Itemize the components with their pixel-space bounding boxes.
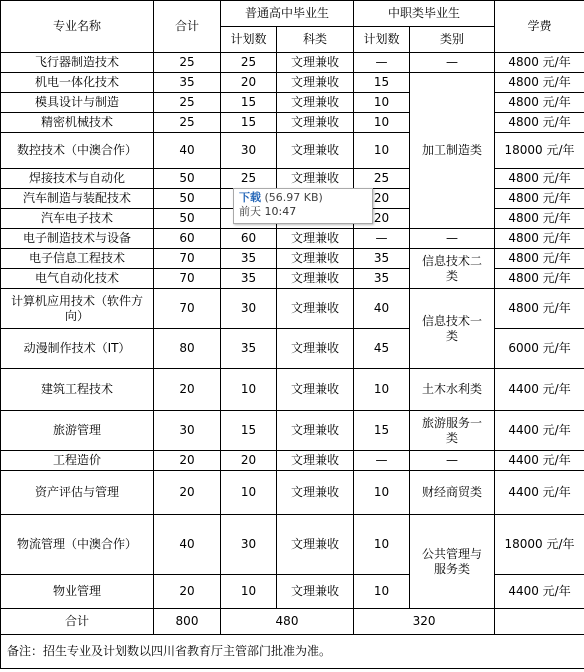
voc-plan-cell: 25 xyxy=(354,169,410,189)
total-cell: 25 xyxy=(154,93,221,113)
subject-cell: 文理兼收 xyxy=(277,249,354,269)
subject-cell: 文理兼收 xyxy=(277,169,354,189)
tuition-cell: 4800 元/年 xyxy=(495,269,584,289)
total-cell: 80 xyxy=(154,329,221,369)
major-name: 旅游管理 xyxy=(1,411,154,451)
hs-plan-cell: 30 xyxy=(221,133,277,169)
voc-plan-cell: — xyxy=(354,451,410,471)
hs-plan-cell: 15 xyxy=(221,113,277,133)
hs-plan-cell: 20 xyxy=(221,73,277,93)
major-name: 机电一体化技术 xyxy=(1,73,154,93)
voc-plan-cell: — xyxy=(354,53,410,73)
total-cell: 35 xyxy=(154,73,221,93)
header-major: 专业名称 xyxy=(1,1,154,53)
total-cell: 70 xyxy=(154,269,221,289)
subject-cell: 文理兼收 xyxy=(277,93,354,113)
table-row xyxy=(1,53,584,73)
category-cell: 土木水利类 xyxy=(410,369,495,411)
category-cell: — xyxy=(410,451,495,471)
total-cell: 40 xyxy=(154,133,221,169)
total-cell: 50 xyxy=(154,209,221,229)
subject-cell: 文理兼收 xyxy=(277,329,354,369)
major-name: 物业管理 xyxy=(1,575,154,609)
major-name: 电气自动化技术 xyxy=(1,269,154,289)
subject-cell: 文理兼收 xyxy=(277,471,354,515)
major-name: 汽车制造与装配技术 xyxy=(1,189,154,209)
major-name: 汽车电子技术 xyxy=(1,209,154,229)
voc-plan-cell: 15 xyxy=(354,411,410,451)
total-cell: 70 xyxy=(154,289,221,329)
voc-plan-cell: 35 xyxy=(354,249,410,269)
table-row xyxy=(1,133,584,169)
voc-plan-cell: 10 xyxy=(354,369,410,411)
category-cell: 财经商贸类 xyxy=(410,471,495,515)
category-cell: 信息技术二类 xyxy=(410,249,495,289)
voc-plan-cell: 40 xyxy=(354,289,410,329)
voc-plan-cell: 10 xyxy=(354,471,410,515)
tuition-cell: 18000 元/年 xyxy=(495,515,584,575)
hs-plan-cell: 25 xyxy=(221,169,277,189)
hs-plan-cell: 30 xyxy=(221,289,277,329)
total-cell: 30 xyxy=(154,411,221,451)
download-tooltip[interactable] xyxy=(233,188,373,224)
tuition-cell: 18000 元/年 xyxy=(495,133,584,169)
category-cell: — xyxy=(410,229,495,249)
header-tuition: 学费 xyxy=(495,1,584,53)
total-cell: 20 xyxy=(154,369,221,411)
table-row xyxy=(1,471,584,515)
total-cell: 20 xyxy=(154,471,221,515)
header-high-school: 普通高中毕业生 xyxy=(221,1,354,27)
major-name: 焊接技术与自动化 xyxy=(1,169,154,189)
total-cell: 40 xyxy=(154,515,221,575)
hs-plan-cell: 10 xyxy=(221,575,277,609)
hs-plan-cell: 20 xyxy=(221,451,277,471)
hs-plan-cell: 10 xyxy=(221,369,277,411)
subject-cell: 文理兼收 xyxy=(277,515,354,575)
tuition-cell: 4800 元/年 xyxy=(495,93,584,113)
subject-cell: 文理兼收 xyxy=(277,113,354,133)
table-row xyxy=(1,411,584,451)
subject-cell: 文理兼收 xyxy=(277,53,354,73)
subject-cell: 文理兼收 xyxy=(277,269,354,289)
table-row xyxy=(1,575,584,609)
hs-plan-cell: 15 xyxy=(221,93,277,113)
voc-plan-cell: 10 xyxy=(354,133,410,169)
subject-cell: 文理兼收 xyxy=(277,133,354,169)
hs-plan-cell: 30 xyxy=(221,515,277,575)
table-row xyxy=(1,229,584,249)
header-subject: 科类 xyxy=(277,27,354,53)
major-name: 工程造价 xyxy=(1,451,154,471)
tuition-cell: 4400 元/年 xyxy=(495,369,584,411)
voc-plan-cell: 20 xyxy=(354,209,410,229)
table-row xyxy=(1,249,584,269)
table-row xyxy=(1,369,584,411)
download-link[interactable]: 下载 xyxy=(239,191,261,204)
total-cell: 50 xyxy=(154,169,221,189)
major-name: 动漫制作技术（IT） xyxy=(1,329,154,369)
category-cell: — xyxy=(410,53,495,73)
tuition-cell: 4800 元/年 xyxy=(495,53,584,73)
voc-plan-cell: 20 xyxy=(354,189,410,209)
hs-plan-cell: 35 xyxy=(221,269,277,289)
header-total: 合计 xyxy=(154,1,221,53)
totals-tuition xyxy=(495,609,584,635)
tuition-cell: 4800 元/年 xyxy=(495,229,584,249)
voc-plan-cell: 10 xyxy=(354,113,410,133)
subject-cell: 文理兼收 xyxy=(277,451,354,471)
major-name: 电子信息工程技术 xyxy=(1,249,154,269)
major-name: 物流管理（中澳合作） xyxy=(1,515,154,575)
note-row xyxy=(1,635,584,669)
tuition-cell: 6000 元/年 xyxy=(495,329,584,369)
major-name: 计算机应用技术（软件方向） xyxy=(1,289,154,329)
voc-plan-cell: 10 xyxy=(354,93,410,113)
totals-label: 合计 xyxy=(1,609,154,635)
tuition-cell: 4800 元/年 xyxy=(495,209,584,229)
hs-plan-cell: 15 xyxy=(221,411,277,451)
voc-plan-cell: 10 xyxy=(354,515,410,575)
subject-cell: 文理兼收 xyxy=(277,229,354,249)
category-cell: 公共管理与服务类 xyxy=(410,515,495,609)
totals-hs: 480 xyxy=(221,609,354,635)
major-name: 精密机械技术 xyxy=(1,113,154,133)
total-cell: 70 xyxy=(154,249,221,269)
header-vocational: 中职类毕业生 xyxy=(354,1,495,27)
subject-cell: 文理兼收 xyxy=(277,575,354,609)
subject-cell: 文理兼收 xyxy=(277,289,354,329)
voc-plan-cell: 10 xyxy=(354,575,410,609)
category-cell: 信息技术一类 xyxy=(410,289,495,369)
major-name: 资产评估与管理 xyxy=(1,471,154,515)
download-time: 前天 10:47 xyxy=(239,205,297,218)
voc-plan-cell: 45 xyxy=(354,329,410,369)
hs-plan-cell: 60 xyxy=(221,229,277,249)
table-row xyxy=(1,269,584,289)
category-cell: 加工制造类 xyxy=(410,73,495,229)
tuition-cell: 4800 元/年 xyxy=(495,113,584,133)
hs-plan-cell: 25 xyxy=(221,53,277,73)
table-row xyxy=(1,169,584,189)
table-row xyxy=(1,329,584,369)
tuition-cell: 4800 元/年 xyxy=(495,289,584,329)
total-cell: 20 xyxy=(154,451,221,471)
table-row xyxy=(1,451,584,471)
major-name: 电子制造技术与设备 xyxy=(1,229,154,249)
subject-cell: 文理兼收 xyxy=(277,369,354,411)
file-size: (56.97 KB) xyxy=(264,191,323,204)
tuition-cell: 4400 元/年 xyxy=(495,575,584,609)
voc-plan-cell: 15 xyxy=(354,73,410,93)
hs-plan-cell: 35 xyxy=(221,249,277,269)
tuition-cell: 4800 元/年 xyxy=(495,73,584,93)
table-row xyxy=(1,113,584,133)
tuition-cell: 4800 元/年 xyxy=(495,249,584,269)
hs-plan-cell: 35 xyxy=(221,329,277,369)
header-plan-count-2: 计划数 xyxy=(354,27,410,53)
tuition-cell: 4800 元/年 xyxy=(495,169,584,189)
totals-row xyxy=(1,609,584,635)
hs-plan-cell: 10 xyxy=(221,471,277,515)
voc-plan-cell: — xyxy=(354,229,410,249)
major-name: 模具设计与制造 xyxy=(1,93,154,113)
tuition-cell: 4800 元/年 xyxy=(495,189,584,209)
table-row xyxy=(1,73,584,93)
voc-plan-cell: 35 xyxy=(354,269,410,289)
total-cell: 25 xyxy=(154,53,221,73)
subject-cell: 文理兼收 xyxy=(277,411,354,451)
tuition-cell: 4400 元/年 xyxy=(495,411,584,451)
total-cell: 20 xyxy=(154,575,221,609)
table-row xyxy=(1,93,584,113)
total-cell: 50 xyxy=(154,189,221,209)
totals-total: 800 xyxy=(154,609,221,635)
tuition-cell: 4400 元/年 xyxy=(495,451,584,471)
major-name: 数控技术（中澳合作） xyxy=(1,133,154,169)
major-name: 建筑工程技术 xyxy=(1,369,154,411)
header-category: 类别 xyxy=(410,27,495,53)
major-name: 飞行器制造技术 xyxy=(1,53,154,73)
total-cell: 60 xyxy=(154,229,221,249)
total-cell: 25 xyxy=(154,113,221,133)
table-row xyxy=(1,515,584,575)
tuition-cell: 4400 元/年 xyxy=(495,471,584,515)
category-cell: 旅游服务一类 xyxy=(410,411,495,451)
table-row xyxy=(1,289,584,329)
subject-cell: 文理兼收 xyxy=(277,73,354,93)
totals-voc: 320 xyxy=(354,609,495,635)
footnote: 备注：招生专业及计划数以四川省教育厅主管部门批准为准。 xyxy=(1,635,584,669)
header-plan-count: 计划数 xyxy=(221,27,277,53)
